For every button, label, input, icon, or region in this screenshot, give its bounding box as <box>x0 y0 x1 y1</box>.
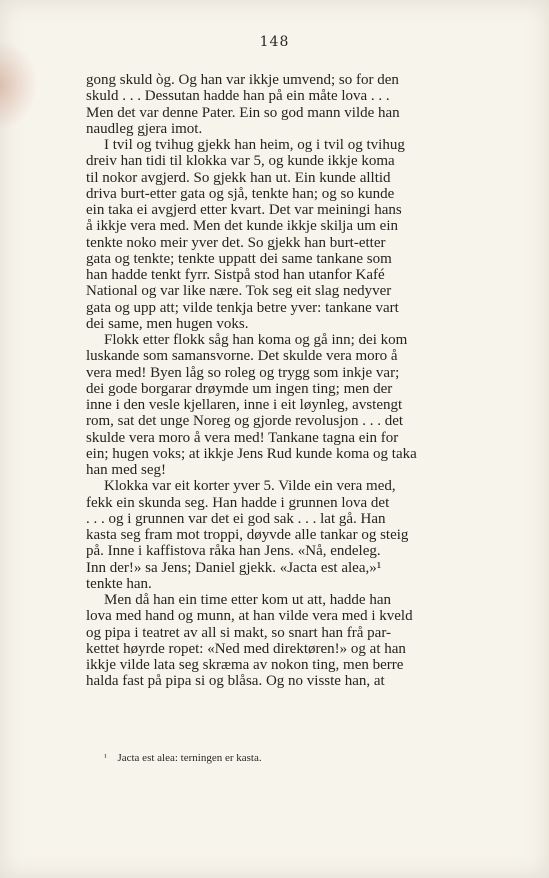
text-line: på. Inne i kaffistova råka han Jens. «Nå, endeleg. <box>86 543 381 560</box>
text-line: . . . og i grunnen var det ei god sak . . . lat gå. Han <box>86 510 386 527</box>
text-line: gong skuld òg. Og han var ikkje umvend; so for den <box>86 72 399 88</box>
footnote-marker: ¹ <box>104 752 107 762</box>
text-line: kettet høyrde ropet: «Ned med direktøren!» og at han <box>86 640 406 657</box>
text-line: inne i den vesle kjellaren, inne i eit løynleg, avstengt <box>86 397 403 413</box>
text-line: National og var like nære. Tok seg eit slag nedyver <box>86 283 392 300</box>
text-line: gata og tenkte; tenkte uppatt dei same tankane som <box>86 250 392 267</box>
text-line: tenkte han. <box>86 575 152 592</box>
paragraph <box>86 137 512 332</box>
text-line: dei same, men hugen voks. <box>86 315 249 332</box>
paper-stain <box>0 40 38 130</box>
footnote <box>104 752 262 764</box>
text-line: ein; hugen voks; at ikkje Jens Rud kunde koma og taka <box>86 445 417 462</box>
text-line: Klokka var eit korter yver 5. Vilde ein vera med, <box>104 478 396 495</box>
text-line: Inn der!» sa Jens; Daniel gjekk. «Jacta est alea,»¹ <box>86 559 382 576</box>
text-line: til nokor avgjerd. So gjekk han ut. Ein kunde alltid <box>86 169 391 186</box>
text-line: dei gode borgarar drøymde um ingen ting; men der <box>86 380 393 397</box>
text-line: luskande som samansvorne. Det skulde vera moro å <box>86 348 398 365</box>
text-line: gata og upp att; vilde tenkja betre yver: tankane vart <box>86 299 399 316</box>
text-line: å ikkje vera med. Men det kunde ikkje skilja um ein <box>86 218 398 235</box>
text-line: halda fast på pipa si og blåsa. Og no visste han, at <box>86 673 385 690</box>
text-line: tenkte noko meir yver det. So gjekk han burt-etter <box>86 234 386 251</box>
text-line: ein taka ei avgjerd etter kvart. Det var meiningi hans <box>86 202 402 218</box>
paragraph <box>86 478 512 592</box>
text-line: ikkje vilde lata seg skræma av nokon ting, men berre <box>86 657 404 673</box>
text-line: han hadde tenkt fyrr. Sistpå stod han utanfor Kafé <box>86 267 385 283</box>
paragraph <box>86 592 512 690</box>
paragraph <box>86 332 512 478</box>
text-line: skuld . . . Dessutan hadde han på ein måte lova . . . <box>86 88 390 105</box>
paragraph <box>86 72 512 137</box>
text-line: Flokk etter flokk såg han koma og gå inn; dei kom <box>104 332 408 348</box>
text-line: rom, sat det unge Noreg og gjorde revolusjon . . . det <box>86 413 404 430</box>
text-line: dreiv han tidi til klokka var 5, og kunde ikkje koma <box>86 153 395 170</box>
text-line: og pipa i teatret av all si makt, so snart han frå par- <box>86 624 392 641</box>
text-line: driva burt-etter gata og sjå, tenkte han; og so kunde <box>86 185 395 202</box>
text-line: lova med hand og munn, at han vilde vera med i kveld <box>86 608 413 625</box>
text-line: skulde vera moro å vera med! Tankane tagna ein for <box>86 429 399 446</box>
text-line: kasta seg fram mot troppi, døyvde alle tankar og steig <box>86 527 409 543</box>
text-line: I tvil og tvihug gjekk han heim, og i tvil og tvihug <box>104 137 405 153</box>
text-line: han med seg! <box>86 462 166 478</box>
text-line: vera med! Byen låg so roleg og trygg som inkje var; <box>86 364 400 381</box>
body-text <box>86 72 512 690</box>
page-number: 148 <box>259 34 290 50</box>
text-line: fekk ein skunda seg. Han hadde i grunnen lova det <box>86 494 390 511</box>
footnote-text: Jacta est alea: terningen er kasta. <box>117 752 262 764</box>
text-line: Men då han ein time etter kom ut att, hadde han <box>104 592 391 608</box>
text-line: naudleg gjera imot. <box>86 120 203 137</box>
text-line: Men det var denne Pater. Ein so god mann vilde han <box>86 104 400 121</box>
